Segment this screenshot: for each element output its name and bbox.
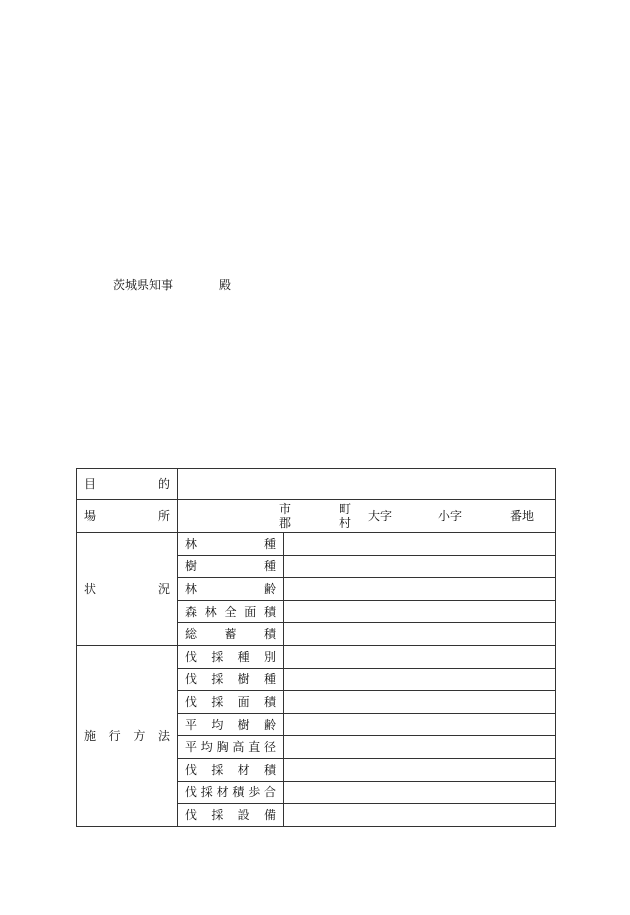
label-char: 設 (237, 807, 250, 822)
method-item-value[interactable] (284, 668, 556, 691)
label-char: 積 (263, 604, 276, 619)
label-char: 林 (204, 604, 217, 619)
label-char: 林 (185, 536, 198, 551)
place-fields (178, 500, 555, 532)
label-char: 方 (133, 728, 146, 743)
label-char: 施 (84, 728, 97, 743)
method-item-label (178, 781, 284, 804)
label-char: 伐 (185, 694, 198, 709)
label-char: 積 (232, 785, 245, 800)
place-town-bottom: 村 (339, 516, 352, 530)
label-char: 所 (157, 509, 170, 523)
purpose-value[interactable] (178, 469, 556, 500)
label-char: 場 (84, 509, 97, 523)
label-char: 高 (232, 740, 245, 755)
method-item-label-text (185, 809, 276, 821)
label-char: 採 (211, 672, 224, 687)
status-item-value[interactable] (284, 623, 556, 646)
place-value[interactable] (178, 500, 556, 533)
label-char: 採 (211, 694, 224, 709)
label-char: 行 (108, 728, 121, 743)
status-item-value[interactable] (284, 555, 556, 578)
method-item-label-text (185, 764, 276, 776)
status-item-value[interactable] (284, 578, 556, 601)
place-oaza: 大字 (368, 509, 393, 523)
status-item-label (178, 600, 284, 623)
status-item-label-text (185, 538, 276, 550)
row-purpose (77, 469, 556, 500)
label-char: 森 (185, 604, 198, 619)
place-label (77, 500, 178, 533)
place-label-text (84, 510, 170, 522)
label-char: 採 (200, 785, 213, 800)
label-char: 採 (211, 649, 224, 664)
label-char: 直 (248, 740, 261, 755)
method-item-label-text (185, 786, 276, 798)
status-item-label-text (185, 560, 276, 572)
label-char: 径 (263, 740, 276, 755)
method-item-label (178, 713, 284, 736)
method-item-value[interactable] (284, 781, 556, 804)
label-char: 伐 (185, 649, 198, 664)
status-item-label-text (185, 606, 276, 618)
method-item-value[interactable] (284, 804, 556, 827)
label-char: 材 (237, 762, 250, 777)
method-label (77, 645, 178, 826)
label-char: 伐 (185, 785, 198, 800)
status-label (77, 533, 178, 646)
status-label-text (84, 583, 170, 595)
label-char: 面 (244, 604, 257, 619)
method-item-value[interactable] (284, 713, 556, 736)
addressee-title: 茨城県知事 (113, 278, 174, 292)
addressee-line (113, 276, 232, 293)
method-item-label-text (185, 719, 276, 731)
label-char: 状 (84, 581, 97, 596)
label-char: 均 (200, 740, 213, 755)
label-char: 樹 (185, 559, 198, 574)
label-char: 材 (216, 785, 229, 800)
method-item-label (178, 804, 284, 827)
place-koaza: 小字 (438, 509, 463, 523)
method-item-value[interactable] (284, 758, 556, 781)
method-section (77, 645, 556, 826)
method-item-label (178, 736, 284, 759)
label-char: 平 (185, 717, 198, 732)
method-item-label-text (185, 741, 276, 753)
status-item-label-text (185, 583, 276, 595)
place-city-bottom: 郡 (279, 516, 292, 530)
method-item-label (178, 668, 284, 691)
label-char: 齢 (263, 717, 276, 732)
label-char: 総 (185, 627, 198, 642)
row-place (77, 500, 556, 533)
status-item-value[interactable] (284, 600, 556, 623)
label-char: 平 (185, 740, 198, 755)
status-item-label (178, 533, 284, 556)
purpose-label-text (84, 478, 170, 490)
label-char: 樹 (237, 717, 250, 732)
label-char: 備 (263, 807, 276, 822)
status-item-label (178, 623, 284, 646)
status-item-label (178, 555, 284, 578)
method-item-value[interactable] (284, 691, 556, 714)
label-char: 種 (237, 649, 250, 664)
method-item-value[interactable] (284, 645, 556, 668)
label-char: 齢 (263, 581, 276, 596)
status-item-label-text (185, 628, 276, 640)
label-char: 合 (263, 785, 276, 800)
method-item-label (178, 691, 284, 714)
method-item-label-text (185, 696, 276, 708)
label-char: 面 (237, 694, 250, 709)
label-char: 蓄 (224, 627, 237, 642)
label-char: 種 (263, 672, 276, 687)
label-char: 歩 (248, 785, 261, 800)
method-row (77, 645, 556, 668)
label-char: 種 (263, 536, 276, 551)
method-item-value[interactable] (284, 736, 556, 759)
method-label-text (84, 730, 170, 742)
label-char: 林 (185, 581, 198, 596)
label-char: 積 (263, 762, 276, 777)
place-city-top: 市 (279, 502, 292, 516)
status-item-label (178, 578, 284, 601)
label-char: 況 (157, 581, 170, 596)
label-char: 種 (263, 559, 276, 574)
method-item-label-text (185, 651, 276, 663)
method-item-label-text (185, 673, 276, 685)
label-char: 法 (157, 728, 170, 743)
place-banchi: 番地 (510, 509, 535, 523)
addressee-honorific: 殿 (219, 278, 232, 292)
label-char: 胸 (216, 740, 229, 755)
label-char: 伐 (185, 672, 198, 687)
felling-application-table (76, 468, 556, 827)
label-char: 伐 (185, 807, 198, 822)
method-item-label (178, 645, 284, 668)
method-item-label (178, 758, 284, 781)
status-item-value[interactable] (284, 533, 556, 556)
label-char: 採 (211, 762, 224, 777)
label-char: 目 (84, 477, 97, 491)
label-char: 積 (263, 627, 276, 642)
label-char: 積 (263, 694, 276, 709)
label-char: 全 (224, 604, 237, 619)
label-char: 的 (157, 477, 170, 491)
place-town-top: 町 (339, 502, 352, 516)
status-section (77, 533, 556, 646)
label-char: 採 (211, 807, 224, 822)
purpose-label (77, 469, 178, 500)
label-char: 伐 (185, 762, 198, 777)
label-char: 樹 (237, 672, 250, 687)
label-char: 均 (211, 717, 224, 732)
status-row (77, 533, 556, 556)
label-char: 別 (263, 649, 276, 664)
